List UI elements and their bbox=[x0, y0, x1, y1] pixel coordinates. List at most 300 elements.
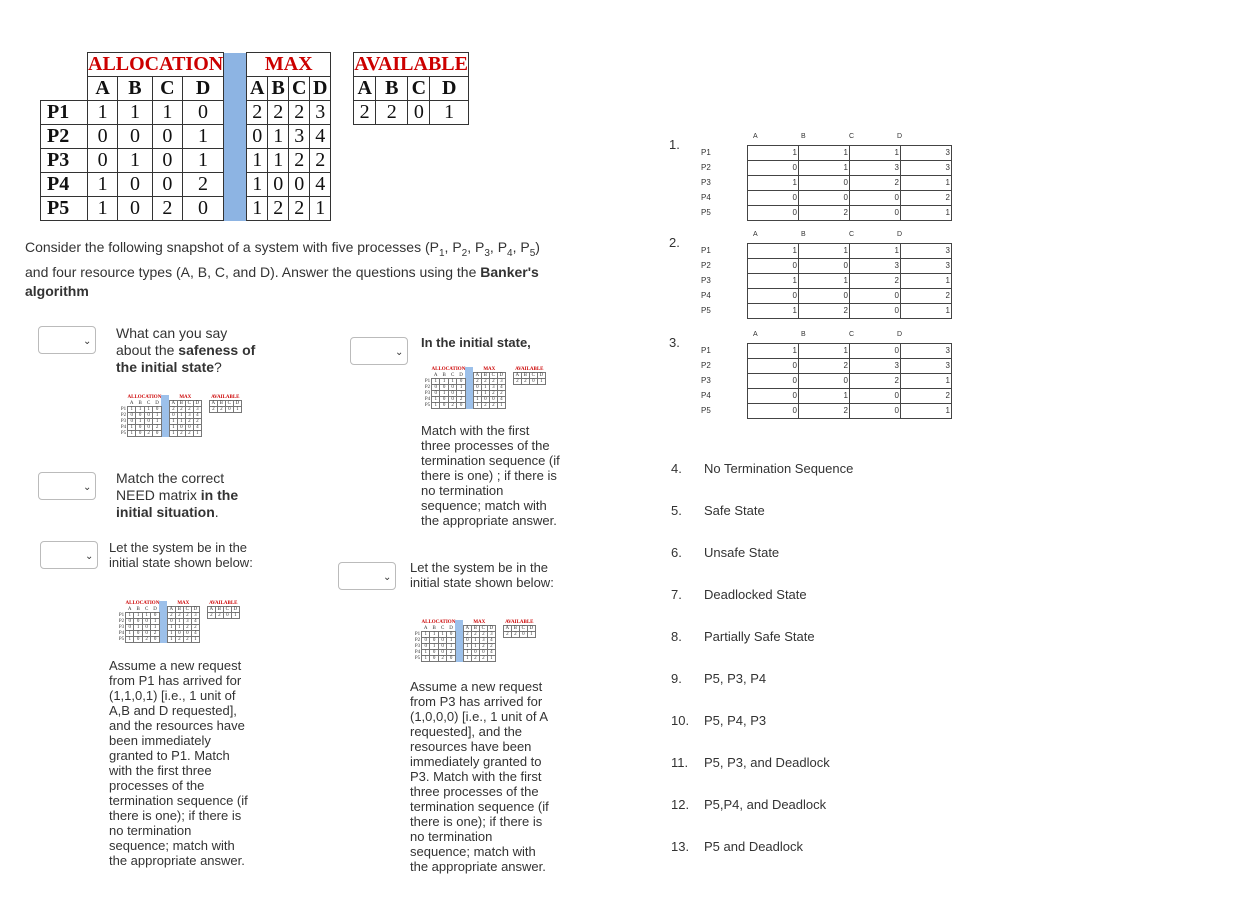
option-item bbox=[671, 755, 931, 773]
mini-allocation-cell: 1 bbox=[440, 391, 448, 397]
chevron-down-icon: ⌄ bbox=[395, 347, 404, 358]
mini-max-cell: 1 bbox=[463, 656, 471, 662]
mini-allocation-cell: 1 bbox=[422, 656, 430, 662]
mini-column-header: A bbox=[127, 606, 132, 612]
mini-max-cell: 2 bbox=[473, 379, 481, 385]
mini-max-cell: 3 bbox=[489, 385, 497, 391]
chevron-down-icon: ⌄ bbox=[83, 336, 92, 347]
mini-allocation-cell: 0 bbox=[126, 625, 134, 631]
matrix-row-label: P3 bbox=[701, 276, 711, 285]
mini-allocation-cell: 1 bbox=[151, 625, 159, 631]
matrix-cell: 3 bbox=[850, 259, 901, 274]
mini-allocation-cell: 0 bbox=[440, 397, 448, 403]
option-number: 11. bbox=[671, 755, 689, 770]
mini-max-cell: 2 bbox=[185, 431, 193, 437]
matrix-cell: 2 bbox=[901, 191, 952, 206]
matrix-cell: 0 bbox=[748, 259, 799, 274]
matrix-row-label: P4 bbox=[701, 391, 711, 400]
matrix-row-label: P5 bbox=[701, 208, 711, 217]
matrix-cell: 3 bbox=[901, 259, 952, 274]
mini-available-header: AVAILABLE bbox=[505, 620, 534, 625]
mini-column-header: B bbox=[175, 607, 183, 613]
mini-column-header: A bbox=[463, 626, 471, 632]
mini-process-label: P4 bbox=[414, 650, 421, 655]
mini-max-cell: 2 bbox=[183, 613, 191, 619]
mini-allocation-cell: 1 bbox=[430, 644, 438, 650]
mini-allocation-cell: 1 bbox=[438, 632, 446, 638]
mini-column-header: D bbox=[487, 626, 495, 632]
mini-column-header: C bbox=[183, 607, 191, 613]
mini-max-cell: 4 bbox=[497, 385, 505, 391]
matrix-column-header: C bbox=[849, 331, 855, 338]
matrix-row-label: P1 bbox=[701, 148, 711, 157]
mini-max-cell: 2 bbox=[177, 431, 185, 437]
mini-max-cell: 1 bbox=[487, 656, 495, 662]
mini-max-cell: 4 bbox=[487, 638, 495, 644]
mini-process-label: P1 bbox=[120, 407, 127, 412]
mini-allocation-cell: 0 bbox=[438, 638, 446, 644]
question-p1-intro: Let the system be in the initial state shown below: bbox=[109, 540, 253, 570]
mini-max-cell: 2 bbox=[193, 419, 201, 425]
matrix-cell: 3 bbox=[850, 359, 901, 374]
mini-process-label: P3 bbox=[120, 419, 127, 424]
mini-process-label: P5 bbox=[424, 403, 431, 408]
mini-column-header: A bbox=[503, 626, 511, 632]
mini-allocation-cell: 0 bbox=[430, 650, 438, 656]
mini-max-cell: 1 bbox=[473, 397, 481, 403]
mini-allocation-cell: 1 bbox=[153, 413, 161, 419]
mini-available-header: AVAILABLE bbox=[515, 367, 544, 372]
mini-max-cell: 0 bbox=[177, 425, 185, 431]
mini-allocation-cell: 1 bbox=[457, 391, 465, 397]
matrix-column-header: D bbox=[897, 133, 903, 140]
matrix-cell: 3 bbox=[901, 244, 952, 259]
matrix-cell: 3 bbox=[901, 344, 952, 359]
matrix-cell: 1 bbox=[748, 176, 799, 191]
mini-max-cell: 1 bbox=[193, 431, 201, 437]
mini-allocation-cell: 1 bbox=[126, 637, 134, 643]
mini-process-label: P1 bbox=[414, 632, 421, 637]
mini-max-header: MAX bbox=[179, 395, 192, 400]
mini-allocation-cell: 1 bbox=[448, 379, 456, 385]
answer-dropdown-q3[interactable] bbox=[38, 472, 96, 500]
mini-column-header: D bbox=[449, 625, 453, 631]
mini-column-header: D bbox=[193, 401, 201, 407]
max-header: MAX bbox=[247, 53, 331, 77]
mini-column-header: C bbox=[185, 401, 193, 407]
mini-max-cell: 0 bbox=[169, 413, 177, 419]
answer-dropdown-q2[interactable] bbox=[350, 337, 408, 365]
mini-max-cell: 1 bbox=[175, 619, 183, 625]
mini-max-cell: 0 bbox=[479, 650, 487, 656]
matrix-cell: 0 bbox=[799, 176, 850, 191]
mini-available-header: AVAILABLE bbox=[209, 601, 238, 606]
mini-allocation-cell: 1 bbox=[457, 385, 465, 391]
mini-max-cell: 2 bbox=[185, 407, 193, 413]
mini-process-label: P5 bbox=[120, 431, 127, 436]
matrix-cell: 1 bbox=[850, 146, 901, 161]
mini-available-cell: 2 bbox=[513, 379, 521, 385]
mini-column-header: B bbox=[136, 606, 140, 612]
matrix-cell: 0 bbox=[799, 374, 850, 389]
mini-max-cell: 3 bbox=[487, 632, 495, 638]
matrix-cell: 2 bbox=[799, 404, 850, 419]
mini-max-cell: 1 bbox=[167, 637, 175, 643]
mini-column-header: A bbox=[433, 372, 438, 378]
mini-snapshot-image bbox=[120, 395, 242, 437]
mini-available-header: AVAILABLE bbox=[211, 395, 240, 400]
matrix-column-header: B bbox=[801, 331, 806, 338]
matrix-cell: 2 bbox=[901, 289, 952, 304]
mini-max-cell: 2 bbox=[175, 637, 183, 643]
matrix-cell: 1 bbox=[748, 304, 799, 319]
mini-column-header: D bbox=[527, 626, 535, 632]
matrix-cell: 0 bbox=[850, 404, 901, 419]
mini-allocation-header: ALLOCATION bbox=[127, 395, 162, 401]
mini-process-label: P3 bbox=[414, 644, 421, 649]
mini-allocation-cell: 0 bbox=[134, 619, 142, 625]
snapshot-row-p5: P5 1 0 2 0 1 2 2 1 bbox=[41, 197, 469, 221]
mini-max-cell: 2 bbox=[463, 632, 471, 638]
option-item bbox=[671, 587, 931, 605]
mini-allocation-header: ALLOCATION bbox=[125, 601, 160, 607]
mini-max-cell: 1 bbox=[191, 637, 199, 643]
question-initial-title: In the initial state, bbox=[421, 335, 531, 350]
mini-allocation-cell: 1 bbox=[128, 431, 136, 437]
matrix-column-header: C bbox=[849, 231, 855, 238]
mini-process-label: P1 bbox=[118, 613, 125, 618]
answer-dropdown-q4[interactable] bbox=[40, 541, 98, 569]
matrix-cell: 0 bbox=[850, 206, 901, 221]
mini-max-cell: 2 bbox=[167, 613, 175, 619]
mini-process-label: P5 bbox=[118, 637, 125, 642]
option-number: 6. bbox=[671, 545, 682, 560]
mini-allocation-cell: 0 bbox=[128, 413, 136, 419]
snapshot-row-p4: P4 1 0 0 2 1 0 0 4 bbox=[41, 173, 469, 197]
option-text: P5, P3, P4 bbox=[704, 671, 767, 686]
mini-process-label: P4 bbox=[120, 425, 127, 430]
option-item bbox=[671, 797, 931, 815]
matrix-cell: 1 bbox=[799, 344, 850, 359]
mini-max-cell: 1 bbox=[169, 431, 177, 437]
mini-column-header: B bbox=[511, 626, 519, 632]
mini-max-cell: 4 bbox=[487, 650, 495, 656]
matrix-cell: 3 bbox=[850, 161, 901, 176]
option-text: P5 and Deadlock bbox=[704, 839, 804, 854]
mini-available-cell: 2 bbox=[209, 407, 217, 413]
mini-allocation-cell: 1 bbox=[136, 407, 144, 413]
mini-allocation-cell: 0 bbox=[142, 619, 150, 625]
matrix-row-label: P4 bbox=[701, 291, 711, 300]
mini-allocation-cell: 0 bbox=[128, 419, 136, 425]
mini-allocation-header: ALLOCATION bbox=[431, 367, 466, 373]
matrix-cell: 0 bbox=[799, 259, 850, 274]
mini-column-header: C bbox=[519, 626, 527, 632]
mini-max-cell: 0 bbox=[463, 638, 471, 644]
mini-allocation-cell: 1 bbox=[126, 631, 134, 637]
mini-allocation-cell: 2 bbox=[153, 425, 161, 431]
mini-allocation-cell: 0 bbox=[126, 619, 134, 625]
mini-column-header: A bbox=[129, 400, 134, 406]
mini-column-header: B bbox=[138, 400, 142, 406]
mini-allocation-cell: 0 bbox=[142, 625, 150, 631]
option-text: Unsafe State bbox=[704, 545, 780, 560]
mini-available-cell: 2 bbox=[217, 407, 225, 413]
matrix-cell: 1 bbox=[748, 344, 799, 359]
mini-allocation-cell: 0 bbox=[447, 632, 455, 638]
mini-allocation-cell: 1 bbox=[134, 625, 142, 631]
option-item bbox=[671, 629, 931, 647]
mini-available-cell: 2 bbox=[215, 613, 223, 619]
mini-allocation-cell: 0 bbox=[136, 413, 144, 419]
mini-allocation-cell: 1 bbox=[432, 403, 440, 409]
mini-max-cell: 2 bbox=[183, 625, 191, 631]
mini-max-cell: 2 bbox=[177, 407, 185, 413]
mini-allocation-cell: 2 bbox=[457, 397, 465, 403]
mini-allocation-cell: 0 bbox=[134, 631, 142, 637]
matrix-column-header: B bbox=[801, 231, 806, 238]
matrix-row-label: P2 bbox=[701, 261, 711, 270]
mini-process-label: P2 bbox=[120, 413, 127, 418]
mini-column-header: B bbox=[217, 401, 225, 407]
matrix-cell: 1 bbox=[901, 404, 952, 419]
matrix-cell: 0 bbox=[748, 374, 799, 389]
mini-column-header: B bbox=[471, 626, 479, 632]
mini-max-cell: 0 bbox=[175, 631, 183, 637]
mini-max-cell: 1 bbox=[177, 419, 185, 425]
option-text: No Termination Sequence bbox=[704, 461, 854, 476]
mini-allocation-cell: 1 bbox=[440, 379, 448, 385]
matrix-column-header: A bbox=[753, 331, 758, 338]
mini-column-header: D bbox=[231, 607, 239, 613]
matrix-row-label: P2 bbox=[701, 163, 711, 172]
mini-max-cell: 0 bbox=[185, 425, 193, 431]
mini-max-cell: 1 bbox=[481, 391, 489, 397]
mini-column-header: D bbox=[155, 400, 159, 406]
mini-process-label: P2 bbox=[424, 385, 431, 390]
matrix-cell: 2 bbox=[799, 304, 850, 319]
mini-allocation-cell: 0 bbox=[448, 397, 456, 403]
mini-allocation-cell: 0 bbox=[447, 656, 455, 662]
question-p1-request: Assume a new request from P1 has arrived for (1,1,0,1) [i.e., 1 unit of A,B and D requested], and the resources have been immediately granted to P1. Match with the first three processes of the termination sequence (if there is one); if there is no termination sequence; match with the appropriate answer. bbox=[109, 658, 248, 868]
mini-max-cell: 3 bbox=[479, 638, 487, 644]
mini-max-cell: 2 bbox=[489, 379, 497, 385]
mini-column-header: C bbox=[225, 401, 233, 407]
matrix-cell: 3 bbox=[901, 359, 952, 374]
mini-allocation-cell: 1 bbox=[422, 650, 430, 656]
mini-available-cell: 0 bbox=[223, 613, 231, 619]
matrix-cell: 0 bbox=[850, 389, 901, 404]
mini-process-label: P3 bbox=[424, 391, 431, 396]
mini-allocation-cell: 1 bbox=[422, 632, 430, 638]
matrix-row-label: P5 bbox=[701, 406, 711, 415]
matrix-cell: 1 bbox=[748, 274, 799, 289]
mini-max-cell: 2 bbox=[183, 637, 191, 643]
mini-allocation-cell: 0 bbox=[448, 391, 456, 397]
matrix-column-header: A bbox=[753, 133, 758, 140]
mini-max-cell: 1 bbox=[169, 425, 177, 431]
mini-max-header: MAX bbox=[473, 620, 486, 625]
matrix-cell: 1 bbox=[799, 146, 850, 161]
matrix-cell: 1 bbox=[901, 274, 952, 289]
mini-allocation-cell: 2 bbox=[142, 637, 150, 643]
mini-process-label: P2 bbox=[118, 619, 125, 624]
matrix-cell: 0 bbox=[748, 161, 799, 176]
mini-available-cell: 1 bbox=[537, 379, 545, 385]
mini-allocation-cell: 0 bbox=[151, 613, 159, 619]
mini-max-cell: 3 bbox=[497, 379, 505, 385]
mini-column-header: A bbox=[473, 373, 481, 379]
mini-column-header: D bbox=[497, 373, 505, 379]
option-item bbox=[671, 545, 931, 563]
mini-snapshot-image bbox=[414, 620, 536, 662]
mini-allocation-cell: 1 bbox=[430, 632, 438, 638]
mini-max-cell: 2 bbox=[169, 407, 177, 413]
option-text: P5, P4, P3 bbox=[704, 713, 767, 728]
mini-allocation-cell: 0 bbox=[134, 637, 142, 643]
mini-max-cell: 0 bbox=[473, 385, 481, 391]
matrix-column-header: B bbox=[801, 133, 806, 140]
question-p3-intro: Let the system be in the initial state shown below: bbox=[410, 560, 554, 590]
matrix-row-label: P5 bbox=[701, 306, 711, 315]
mini-allocation-cell: 0 bbox=[144, 419, 152, 425]
mini-allocation-cell: 2 bbox=[144, 431, 152, 437]
mini-available-cell: 0 bbox=[225, 407, 233, 413]
mini-max-cell: 0 bbox=[471, 650, 479, 656]
matrix-column-header: A bbox=[753, 231, 758, 238]
mini-allocation-cell: 1 bbox=[432, 379, 440, 385]
mini-allocation-cell: 0 bbox=[457, 403, 465, 409]
mini-max-cell: 2 bbox=[471, 656, 479, 662]
mini-available-cell: 0 bbox=[529, 379, 537, 385]
mini-column-header: D bbox=[153, 606, 157, 612]
mini-available-cell: 2 bbox=[503, 632, 511, 638]
matrix-cell: 1 bbox=[799, 389, 850, 404]
matrix-cell: 1 bbox=[799, 161, 850, 176]
matrix-column-header: D bbox=[897, 231, 903, 238]
mini-max-cell: 1 bbox=[169, 419, 177, 425]
mini-max-cell: 1 bbox=[473, 403, 481, 409]
mini-column-header: D bbox=[537, 373, 545, 379]
matrix-cell: 3 bbox=[901, 146, 952, 161]
question-initial-text: Match with the first three processes of the termination sequence (if there is one) ; if there is no termination sequence; match with the appropriate answer. bbox=[421, 423, 560, 528]
mini-max-cell: 2 bbox=[479, 632, 487, 638]
matrix-row-label: P4 bbox=[701, 193, 711, 202]
matrix-cell: 3 bbox=[901, 161, 952, 176]
chevron-down-icon: ⌄ bbox=[383, 572, 392, 583]
need-matrix-option-1 bbox=[747, 145, 952, 221]
snapshot-row-p2: P2 0 0 0 1 0 1 3 4 bbox=[41, 125, 469, 149]
mini-allocation-cell: 1 bbox=[144, 407, 152, 413]
mini-max-cell: 1 bbox=[463, 644, 471, 650]
mini-max-cell: 2 bbox=[175, 613, 183, 619]
option-number: 7. bbox=[671, 587, 682, 602]
chevron-down-icon: ⌄ bbox=[85, 551, 94, 562]
mini-allocation-cell: 0 bbox=[438, 644, 446, 650]
mini-column-header: C bbox=[146, 400, 151, 406]
mini-process-label: P4 bbox=[424, 397, 431, 402]
mini-allocation-cell: 1 bbox=[126, 613, 134, 619]
mini-allocation-cell: 1 bbox=[447, 638, 455, 644]
mini-column-header: C bbox=[440, 625, 445, 631]
question-need-matrix: Match the correct NEED matrix in the initial situation. bbox=[116, 470, 239, 520]
question-p3-request: Assume a new request from P3 has arrived for (1,0,0,0) [i.e., 1 unit of A requested], and the resources have been immediately granted to P3. Match with the first three processes of the termination sequence (if there is one); if there is no termination sequence; match with the appropriate answer. bbox=[410, 679, 549, 874]
mini-max-cell: 3 bbox=[193, 407, 201, 413]
mini-available-cell: 0 bbox=[519, 632, 527, 638]
need-matrix-option-3 bbox=[747, 343, 952, 419]
option-number: 8. bbox=[671, 629, 682, 644]
mini-max-cell: 1 bbox=[167, 631, 175, 637]
mini-process-label: P5 bbox=[414, 656, 421, 661]
mini-allocation-cell: 0 bbox=[136, 431, 144, 437]
mini-max-cell: 4 bbox=[193, 413, 201, 419]
mini-allocation-cell: 0 bbox=[440, 403, 448, 409]
matrix-column-header: C bbox=[849, 133, 855, 140]
question-safeness: What can you say about the safeness of the initial state? bbox=[116, 325, 256, 375]
matrix-cell: 1 bbox=[799, 244, 850, 259]
answer-dropdown-q5[interactable] bbox=[338, 562, 396, 590]
mini-max-cell: 3 bbox=[185, 413, 193, 419]
mini-max-cell: 0 bbox=[489, 397, 497, 403]
matrix-row-label: P2 bbox=[701, 361, 711, 370]
option-item bbox=[671, 461, 931, 479]
mini-allocation-cell: 0 bbox=[144, 425, 152, 431]
mini-max-cell: 2 bbox=[471, 632, 479, 638]
mini-column-header: A bbox=[513, 373, 521, 379]
matrix-cell: 1 bbox=[901, 374, 952, 389]
answer-dropdown-q1[interactable] bbox=[38, 326, 96, 354]
mini-max-cell: 0 bbox=[481, 397, 489, 403]
mini-snapshot-image bbox=[118, 601, 240, 643]
mini-allocation-cell: 1 bbox=[432, 397, 440, 403]
mini-column-header: B bbox=[432, 625, 436, 631]
mini-column-header: C bbox=[489, 373, 497, 379]
mini-max-cell: 2 bbox=[489, 403, 497, 409]
matrix-row-label: P3 bbox=[701, 376, 711, 385]
matrix-cell: 1 bbox=[901, 206, 952, 221]
mini-allocation-cell: 0 bbox=[136, 425, 144, 431]
mini-column-header: C bbox=[479, 626, 487, 632]
mini-allocation-cell: 0 bbox=[430, 638, 438, 644]
chevron-down-icon: ⌄ bbox=[83, 482, 92, 493]
matrix-cell: 2 bbox=[901, 389, 952, 404]
mini-max-cell: 1 bbox=[473, 391, 481, 397]
mini-allocation-cell: 2 bbox=[438, 656, 446, 662]
mini-allocation-cell: 0 bbox=[422, 638, 430, 644]
mini-max-cell: 2 bbox=[497, 391, 505, 397]
matrix-row-label: P1 bbox=[701, 246, 711, 255]
matrix-cell: 0 bbox=[799, 191, 850, 206]
mini-allocation-cell: 1 bbox=[134, 613, 142, 619]
mini-available-cell: 1 bbox=[527, 632, 535, 638]
option-number: 9. bbox=[671, 671, 682, 686]
mini-max-cell: 2 bbox=[481, 379, 489, 385]
mini-allocation-cell: 0 bbox=[438, 650, 446, 656]
mini-max-cell: 1 bbox=[471, 644, 479, 650]
matrix-cell: 1 bbox=[850, 244, 901, 259]
available-header: AVAILABLE bbox=[354, 53, 468, 75]
mini-allocation-cell: 1 bbox=[128, 407, 136, 413]
mini-column-header: B bbox=[481, 373, 489, 379]
mini-column-header: A bbox=[209, 401, 217, 407]
option-item bbox=[671, 713, 931, 731]
mini-allocation-cell: 0 bbox=[142, 631, 150, 637]
mini-max-cell: 3 bbox=[191, 613, 199, 619]
option-number: 12. bbox=[671, 797, 690, 812]
mini-column-header: C bbox=[223, 607, 231, 613]
mini-column-header: C bbox=[529, 373, 537, 379]
option-number: 4. bbox=[671, 461, 682, 476]
